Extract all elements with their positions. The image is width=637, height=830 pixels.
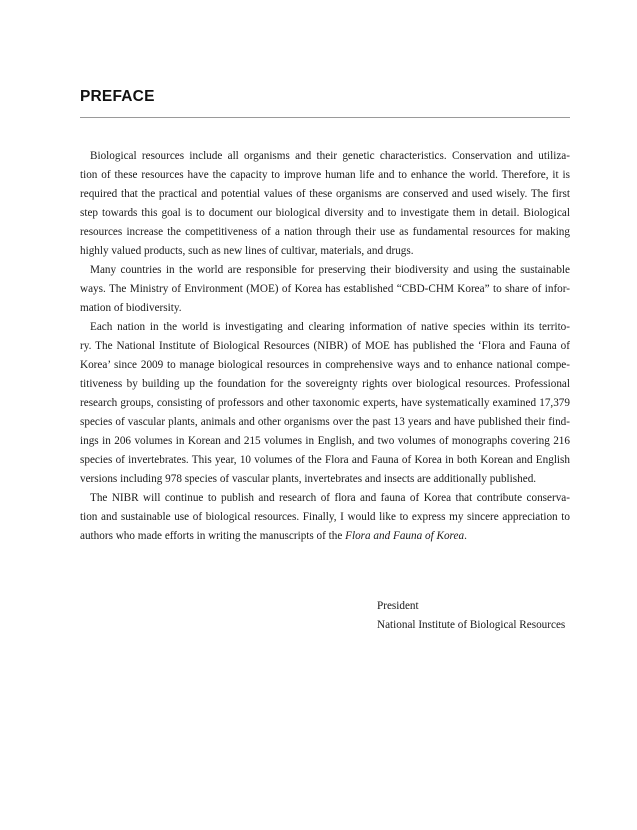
paragraph-line: Biological resources include all organisms and their genetic characteristics. Conservation and utiliza- [90, 150, 570, 162]
signatory-title: President [377, 600, 419, 612]
paragraph-line: The NIBR will continue to publish and research of flora and fauna of Korea that contribute conserva- [90, 492, 570, 504]
paragraph-line: ways. The Ministry of Environment (MOE) of Korea has established “CBD-CHM Korea” to share of infor- [80, 283, 570, 295]
paragraph-line: mation of biodiversity. [80, 302, 182, 314]
signatory-organization: National Institute of Biological Resources [377, 619, 566, 631]
paragraph-line: research groups, consisting of professors and other taxonomic experts, have systematically examined 17,379 [80, 397, 570, 409]
paragraph-line: highly valued products, such as new lines of cultivar, materials, and drugs. [80, 245, 414, 257]
line-text: . [464, 530, 467, 542]
paragraph-line: Korea’ since 2009 to manage biological resources in comprehensive ways and to enhance national compe- [80, 359, 570, 371]
paragraph-line: tion and sustainable use of biological resources. Finally, I would like to express my sincere appreciation to [80, 511, 570, 523]
paragraph-line: resources increase the competitiveness of a nation through their use as fundamental resources for making [80, 226, 570, 238]
paragraph-line: versions including 978 species of vascular plants, invertebrates and insects are additionally published. [80, 473, 537, 485]
paragraph-line [80, 527, 570, 546]
paragraph-2 [80, 261, 570, 318]
paragraph-line: titiveness by building up the foundation for the sovereignty rights over biological resources. Professional [80, 378, 570, 390]
book-title: Flora and Fauna of Korea [345, 530, 465, 542]
paragraph-line: ry. The National Institute of Biological Resources (NIBR) of MOE has published the ‘Flora and Fauna of [80, 340, 570, 352]
paragraph-line: ings in 206 volumes in Korean and 215 volumes in English, and two volumes of monographs covering 216 [80, 435, 570, 447]
preface-body [80, 147, 570, 546]
paragraph-1 [80, 147, 570, 261]
paragraph-3 [80, 318, 570, 489]
paragraph-line: required that the practical and potential values of these organisms are conserved and used wisely. The first [80, 188, 570, 200]
paragraph-line: tion of these resources have the capacity to improve human life and to enhance the world. Therefore, it is [80, 169, 570, 181]
paragraph-line: Many countries in the world are responsible for preserving their biodiversity and using the sustainable [90, 264, 570, 276]
paragraph-line: step towards this goal is to document our biological diversity and to investigate them in detail. Biological [80, 207, 570, 219]
page-title: PREFACE [80, 88, 155, 105]
signature-block [377, 597, 565, 635]
line-text: authors who made efforts in writing the manuscripts of the [80, 530, 346, 542]
paragraph-4 [80, 489, 570, 546]
paragraph-line: Each nation in the world is investigating and clearing information of native species within its territo- [90, 321, 570, 333]
paragraph-line: species of vascular plants, animals and other organisms over the past 13 years and have published their find- [80, 416, 570, 428]
heading-divider [80, 117, 570, 118]
paragraph-line: species of invertebrates. This year, 10 volumes of the Flora and Fauna of Korea in both Korean and English [80, 454, 570, 466]
